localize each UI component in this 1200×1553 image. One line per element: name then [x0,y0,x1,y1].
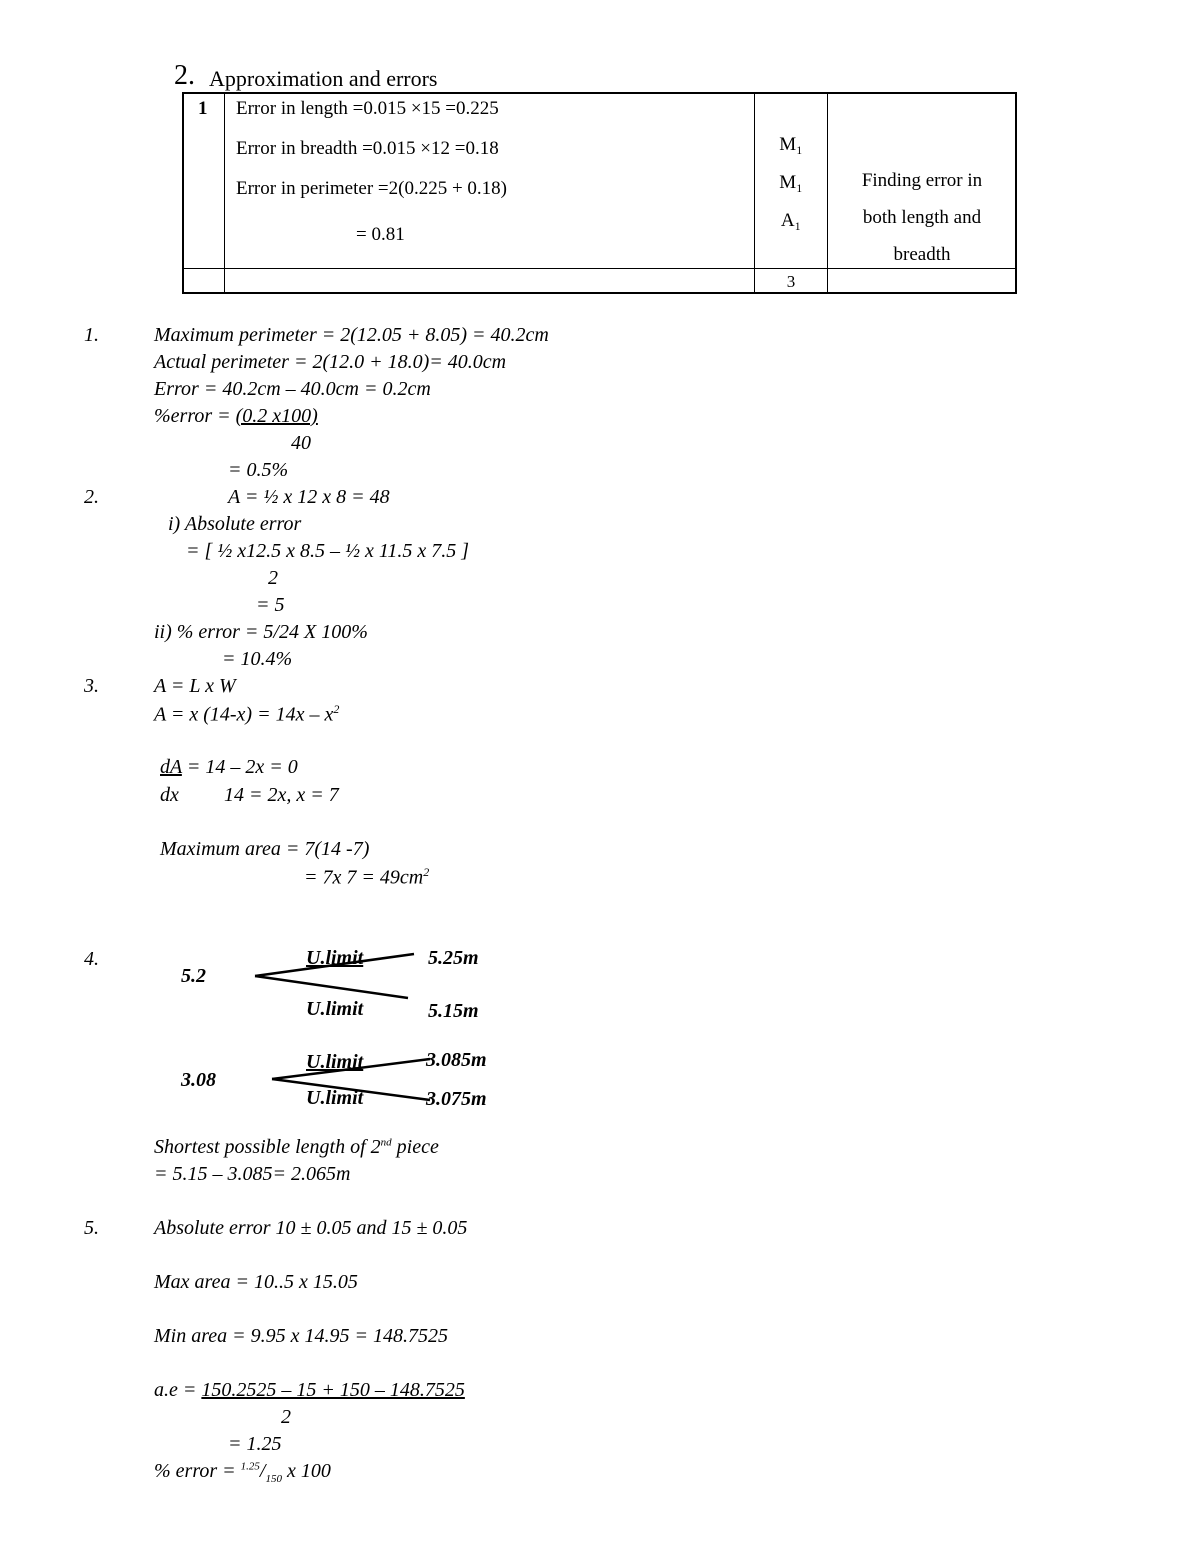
q1-percent-numerator: (0.2 x100) [235,405,318,427]
working-line: Error in breadth =0.015 ×12 =0.18 [236,138,499,159]
q1-result: = 0.5% [228,459,289,481]
q4-limit-label: U.limit [306,1087,364,1109]
q3-solve: 14 = 2x, x = 7 [224,784,339,806]
q3-max-area: Maximum area = 7(14 -7) [160,838,370,860]
q4-shortest-text: piece [391,1136,439,1158]
q5-percent-numerator: 1.25 [240,1460,260,1473]
comment-line: breadth [893,244,951,265]
q3-max-value: = 7x 7 = 49cm [304,866,424,889]
q4-number: 4. [84,948,99,970]
q2-absolute-expression: = [ ½ x12.5 x 8.5 – ½ x 11.5 x 7.5 ] [186,540,470,562]
mark-m1: M₁ [779,134,803,155]
q4-shortest-superscript: nd [380,1136,392,1149]
q5-percent-denominator: 150 [265,1473,282,1485]
question-number: 1 [198,98,208,119]
mark-a1: A₁ [780,210,802,231]
q4-value: 3.08 [181,1069,216,1091]
q5-percent-rest: x 100 [281,1460,331,1482]
q2-absolute-denominator: 2 [268,567,278,589]
q3-derivative-numerator: dA [160,756,182,778]
q5-ae-denominator: 2 [281,1406,291,1428]
mark-m1: M₁ [779,172,803,193]
q1-line: Actual perimeter = 2(12.0 + 18.0)= 40.0cm [154,351,507,373]
q4-limit-value: 3.075m [426,1088,487,1110]
q1-number: 1. [84,324,99,346]
q2-percent-result: = 10.4% [222,648,293,670]
q2-absolute-label: i) Absolute error [168,513,302,535]
q2-area: A = ½ x 12 x 8 = 48 [228,486,390,508]
q4-shortest [154,1136,439,1159]
working-line: = 0.81 [356,224,405,245]
q3-derivative-equation: = 14 – 2x = 0 [181,756,298,778]
working-line: Error in length =0.015 ×15 =0.225 [236,98,499,119]
q2-percent-error: ii) % error = 5/24 X 100% [154,621,368,643]
q5-ae-numerator: 150.2525 – 15 + 150 – 148.7525 [201,1379,465,1401]
q4-limit-value: 5.25m [428,947,479,969]
q3-line: A = L x W [154,675,236,697]
q1-percent-label: %error = [154,405,236,427]
q5-number: 5. [84,1217,99,1239]
comment-line: both length and [862,207,982,228]
q3-number: 3. [84,675,99,697]
q4-limit-value: 3.085m [426,1049,487,1071]
q3-superscript: 2 [333,702,340,716]
q2-absolute-result: = 5 [256,594,285,616]
q5-max-area: Max area = 10..5 x 15.05 [154,1271,358,1293]
q5-min-area: Min area = 9.95 x 14.95 = 148.7525 [154,1325,449,1347]
section-title: Approximation and errors [209,66,438,91]
q5-percent-slash: / [259,1460,266,1482]
q4-value: 5.2 [181,965,206,987]
q4-limit-value: 5.15m [428,1000,479,1022]
q2-number: 2. [84,486,99,508]
q4-limit-label: U.limit [306,998,364,1020]
q4-shortest-text: Shortest possible length of 2 [154,1136,381,1158]
q1-line: Error = 40.2cm – 40.0cm = 0.2cm [154,378,431,400]
q1-line: Maximum perimeter = 2(12.05 + 8.05) = 40.2cm [154,324,549,346]
q4-limit-label: U.limit [306,947,364,969]
q3-expression: A = x (14-x) = 14x – x [154,703,334,726]
q3-derivative-denominator: dx [160,784,179,806]
q5-percent-label: % error = [154,1460,241,1482]
working-line: Error in perimeter =2(0.225 + 0.18) [236,178,507,199]
comment-line: Finding error in [861,170,983,191]
limit-line [255,976,408,998]
q4-limit-label: U.limit [306,1051,364,1073]
section-number: 2. [174,60,195,91]
q5-percent-error [154,1460,331,1485]
q4-shortest-result: = 5.15 – 3.085= 2.065m [154,1163,351,1185]
q5-absolute-error: Absolute error 10 ± 0.05 and 15 ± 0.05 [154,1217,468,1239]
q5-ae [154,1379,465,1402]
q1-percent-denominator: 40 [291,432,311,454]
q3-max-superscript: 2 [423,865,430,879]
q5-ae-label: a.e = [154,1379,202,1401]
total-marks: 3 [786,272,796,291]
q5-ae-result: = 1.25 [228,1433,282,1455]
